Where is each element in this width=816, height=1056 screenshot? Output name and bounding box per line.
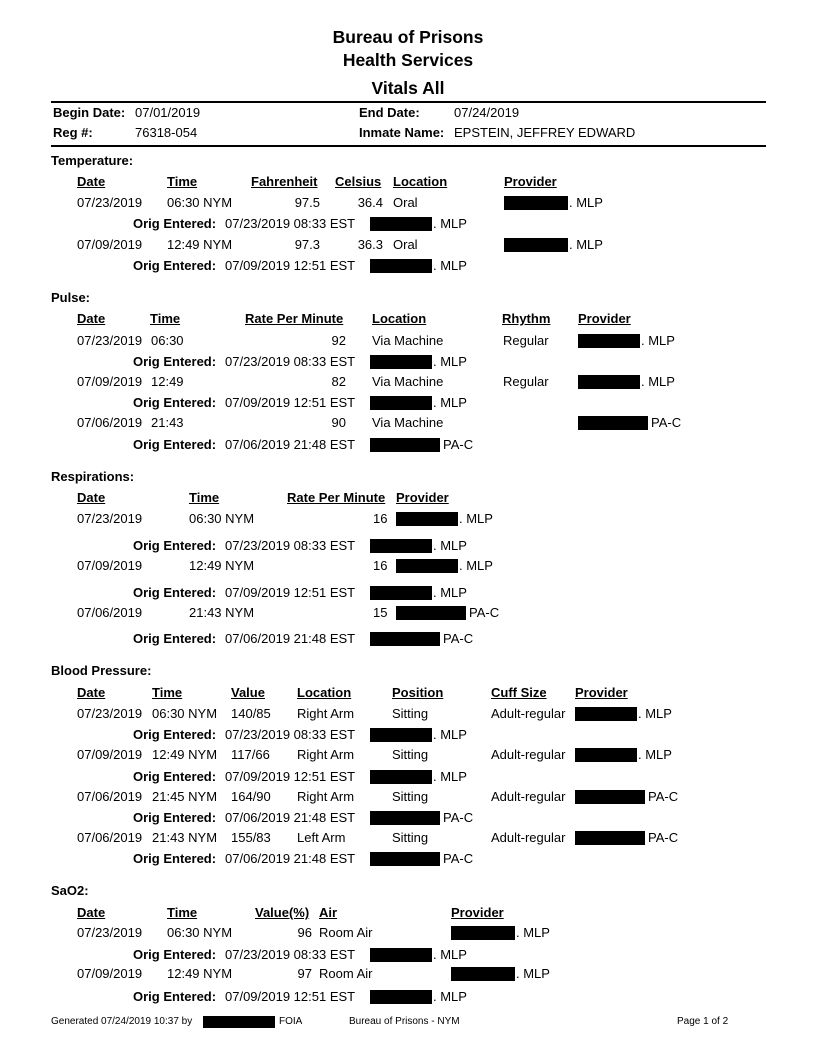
temp-row-fahrenheit: 97.3 [294,237,320,252]
temp-col-celsius: Celsius [335,174,382,189]
orig-entered-label: Orig Entered: [133,354,217,369]
bp-row-cuff-size: Adult-regular [491,747,566,762]
resp-row-time: 21:43 NYM [189,605,255,620]
bp-row-date: 07/06/2019 [77,830,143,845]
pulse-row-rate: 82 [331,374,346,389]
bp-row-time: 12:49 NYM [152,747,218,762]
temp-row-date: 07/23/2019 [77,195,143,210]
sao2-row-air: Room Air [319,925,373,940]
redaction [578,375,640,389]
bp-col-cuff-size: Cuff Size [491,685,547,700]
redaction [370,728,432,742]
orig-entered-value: 07/23/2019 08:33 EST [225,216,356,231]
bp-row-value: 164/90 [231,789,271,804]
redaction [575,748,637,762]
orig-entered-label: Orig Entered: [133,947,217,962]
orig-entered-provider: PA-C [443,631,474,646]
redaction [504,238,568,252]
bp-row-location: Right Arm [297,706,355,721]
inmate-name-label: Inmate Name: [359,125,445,140]
resp-col-time: Time [189,490,220,505]
bp-col-position: Position [392,685,444,700]
pulse-row-rate: 92 [331,333,346,348]
reg-value: 76318-054 [135,125,198,140]
pulse-col-time: Time [150,311,181,326]
orig-entered-provider: . MLP [433,395,467,410]
orig-entered-value: 07/09/2019 12:51 EST [225,989,356,1004]
orig-entered-label: Orig Entered: [133,769,217,784]
orig-entered-provider: PA-C [443,437,474,452]
pulse-row-date: 07/09/2019 [77,374,143,389]
bp-row-position: Sitting [392,706,429,721]
sao2-row-air: Room Air [319,966,373,981]
pulse-row-location: Via Machine [372,415,444,430]
bp-row-provider: PA-C [648,830,679,845]
bp-row-date: 07/06/2019 [77,789,143,804]
resp-row-provider: PA-C [469,605,500,620]
sao2-col-air: Air [319,905,338,920]
orig-entered-label: Orig Entered: [133,585,217,600]
redaction [396,512,458,526]
orig-entered-label: Orig Entered: [133,538,217,553]
orig-entered-label: Orig Entered: [133,851,217,866]
pulse-row-date: 07/23/2019 [77,333,143,348]
sao2-row-date: 07/09/2019 [77,966,143,981]
orig-entered-value: 07/09/2019 12:51 EST [225,395,356,410]
bp-col-value: Value [231,685,265,700]
temp-row-time: 06:30 NYM [167,195,233,210]
bp-row-position: Sitting [392,789,429,804]
temp-row-provider: . MLP [569,237,603,252]
orig-entered-provider: . MLP [433,585,467,600]
sao2-row-time: 06:30 NYM [167,925,233,940]
pulse-row-date: 07/06/2019 [77,415,143,430]
redaction [575,790,645,804]
resp-row-provider: . MLP [459,511,493,526]
resp-col-rate: Rate Per Minute [287,490,386,505]
redaction [578,334,640,348]
temp-row-location: Oral [393,237,418,252]
orig-entered-provider: PA-C [443,810,474,825]
resp-row-time: 12:49 NYM [189,558,255,573]
redaction [370,539,432,553]
sao2-row-value: 97 [297,966,312,981]
pulse-section-title: Pulse: [51,290,91,305]
redaction [370,396,432,410]
resp-row-rate: 16 [373,558,388,573]
orig-entered-label: Orig Entered: [133,258,217,273]
reg-label: Reg #: [53,125,93,140]
redaction [370,852,440,866]
pulse-row-time: 12:49 [151,374,184,389]
orig-entered-provider: . MLP [433,947,467,962]
pulse-col-location: Location [372,311,427,326]
redaction [451,926,515,940]
bp-row-location: Right Arm [297,789,355,804]
redaction [370,217,432,231]
orig-entered-label: Orig Entered: [133,437,217,452]
bp-row-value: 117/66 [231,747,270,762]
sao2-col-value: Value(%) [255,905,310,920]
orig-entered-value: 07/23/2019 08:33 EST [225,947,356,962]
footer-foia: FOIA [279,1016,303,1027]
orig-entered-value: 07/06/2019 21:48 EST [225,631,356,646]
temp-row-celsius: 36.4 [357,195,383,210]
report-title-health: Health Services [342,50,474,70]
resp-row-provider: . MLP [459,558,493,573]
bp-col-date: Date [77,685,106,700]
footer-generated: Generated 07/24/2019 10:37 by [51,1016,193,1027]
end-date-value: 07/24/2019 [454,105,520,120]
pulse-col-provider: Provider [578,311,631,326]
bp-row-position: Sitting [392,747,429,762]
pulse-row-time: 21:43 [151,415,184,430]
header-bottom-rule [51,145,766,147]
orig-entered-provider: . MLP [433,354,467,369]
bp-row-position: Sitting [392,830,429,845]
orig-entered-provider: . MLP [433,989,467,1004]
header-top-rule [51,101,766,103]
redaction [396,606,466,620]
bp-row-date: 07/09/2019 [77,747,143,762]
orig-entered-value: 07/09/2019 12:51 EST [225,258,356,273]
bp-row-location: Left Arm [297,830,346,845]
orig-entered-provider: . MLP [433,258,467,273]
orig-entered-label: Orig Entered: [133,810,217,825]
resp-col-provider: Provider [396,490,449,505]
orig-entered-label: Orig Entered: [133,395,217,410]
resp-row-rate: 16 [373,511,388,526]
temp-row-date: 07/09/2019 [77,237,143,252]
orig-entered-label: Orig Entered: [133,216,217,231]
redaction [451,967,515,981]
pulse-row-rhythm: Regular [503,374,549,389]
redaction [370,259,432,273]
bp-row-location: Right Arm [297,747,355,762]
resp-row-date: 07/06/2019 [77,605,143,620]
pulse-row-location: Via Machine [372,333,444,348]
orig-entered-value: 07/06/2019 21:48 EST [225,851,356,866]
redaction [575,831,645,845]
resp-row-date: 07/09/2019 [77,558,143,573]
bp-col-provider: Provider [575,685,628,700]
bp-row-time: 06:30 NYM [152,706,218,721]
bp-row-value: 155/83 [231,830,271,845]
pulse-row-provider: . MLP [641,333,675,348]
temperature-section-title: Temperature: [51,153,134,168]
temp-col-date: Date [77,174,106,189]
orig-entered-provider: . MLP [433,538,467,553]
bp-row-time: 21:45 NYM [152,789,218,804]
orig-entered-value: 07/23/2019 08:33 EST [225,727,356,742]
bp-row-cuff-size: Adult-regular [491,789,566,804]
orig-entered-label: Orig Entered: [133,727,217,742]
orig-entered-value: 07/09/2019 12:51 EST [225,585,356,600]
resp-row-time: 06:30 NYM [189,511,255,526]
sao2-section-title: SaO2: [51,883,89,898]
respirations-section-title: Respirations: [51,469,135,484]
temp-row-time: 12:49 NYM [167,237,233,252]
bp-row-date: 07/23/2019 [77,706,143,721]
bp-row-provider: . MLP [638,747,672,762]
footer-facility: Bureau of Prisons - NYM [349,1016,460,1027]
orig-entered-provider: . MLP [433,769,467,784]
redaction [370,355,432,369]
redaction [370,438,440,452]
orig-entered-value: 07/06/2019 21:48 EST [225,810,356,825]
pulse-col-date: Date [77,311,106,326]
orig-entered-value: 07/06/2019 21:48 EST [225,437,356,452]
pulse-row-provider: . MLP [641,374,675,389]
sao2-row-provider: . MLP [516,925,550,940]
footer-page-number: Page 1 of 2 [677,1016,729,1027]
redaction [370,948,432,962]
report-title-vitals: Vitals All [371,78,445,98]
resp-row-rate: 15 [373,605,388,620]
sao2-col-date: Date [77,905,106,920]
bp-row-cuff-size: Adult-regular [491,706,566,721]
orig-entered-label: Orig Entered: [133,631,217,646]
sao2-col-time: Time [167,905,198,920]
orig-entered-label: Orig Entered: [133,989,217,1004]
pulse-col-rate: Rate Per Minute [245,311,344,326]
pulse-row-provider: PA-C [651,415,682,430]
begin-date-label: Begin Date: [53,105,126,120]
end-date-label: End Date: [359,105,420,120]
orig-entered-provider: . MLP [433,727,467,742]
redaction [504,196,568,210]
temp-col-provider: Provider [504,174,557,189]
orig-entered-value: 07/09/2019 12:51 EST [225,769,356,784]
orig-entered-provider: . MLP [433,216,467,231]
temp-col-fahrenheit: Fahrenheit [251,174,318,189]
temp-row-celsius: 36.3 [357,237,383,252]
pulse-col-rhythm: Rhythm [502,311,551,326]
redaction [370,811,440,825]
bp-row-value: 140/85 [231,706,271,721]
redaction [370,990,432,1004]
temp-row-provider: . MLP [569,195,603,210]
bp-row-provider: . MLP [638,706,672,721]
resp-col-date: Date [77,490,106,505]
redaction [578,416,648,430]
resp-row-date: 07/23/2019 [77,511,143,526]
redaction [396,559,458,573]
redaction [370,586,432,600]
sao2-row-time: 12:49 NYM [167,966,233,981]
orig-entered-provider: PA-C [443,851,474,866]
sao2-row-provider: . MLP [516,966,550,981]
bp-col-time: Time [152,685,183,700]
bp-row-cuff-size: Adult-regular [491,830,566,845]
temp-col-location: Location [393,174,448,189]
bp-row-time: 21:43 NYM [152,830,218,845]
pulse-row-rhythm: Regular [503,333,549,348]
sao2-row-value: 96 [297,925,312,940]
temp-row-fahrenheit: 97.5 [294,195,320,210]
redaction [575,707,637,721]
orig-entered-value: 07/23/2019 08:33 EST [225,538,356,553]
report-title-bureau: Bureau of Prisons [332,27,484,47]
temp-row-location: Oral [393,195,418,210]
orig-entered-value: 07/23/2019 08:33 EST [225,354,356,369]
redaction [370,632,440,646]
pulse-row-rate: 90 [331,415,346,430]
bp-row-provider: PA-C [648,789,679,804]
begin-date-value: 07/01/2019 [135,105,201,120]
redaction [203,1016,275,1028]
inmate-name-value: EPSTEIN, JEFFREY EDWARD [454,125,636,140]
bp-col-location: Location [297,685,352,700]
pulse-row-location: Via Machine [372,374,444,389]
pulse-row-time: 06:30 [151,333,184,348]
temp-col-time: Time [167,174,198,189]
blood-pressure-section-title: Blood Pressure: [51,663,152,678]
redaction [370,770,432,784]
sao2-row-date: 07/23/2019 [77,925,143,940]
sao2-col-provider: Provider [451,905,504,920]
